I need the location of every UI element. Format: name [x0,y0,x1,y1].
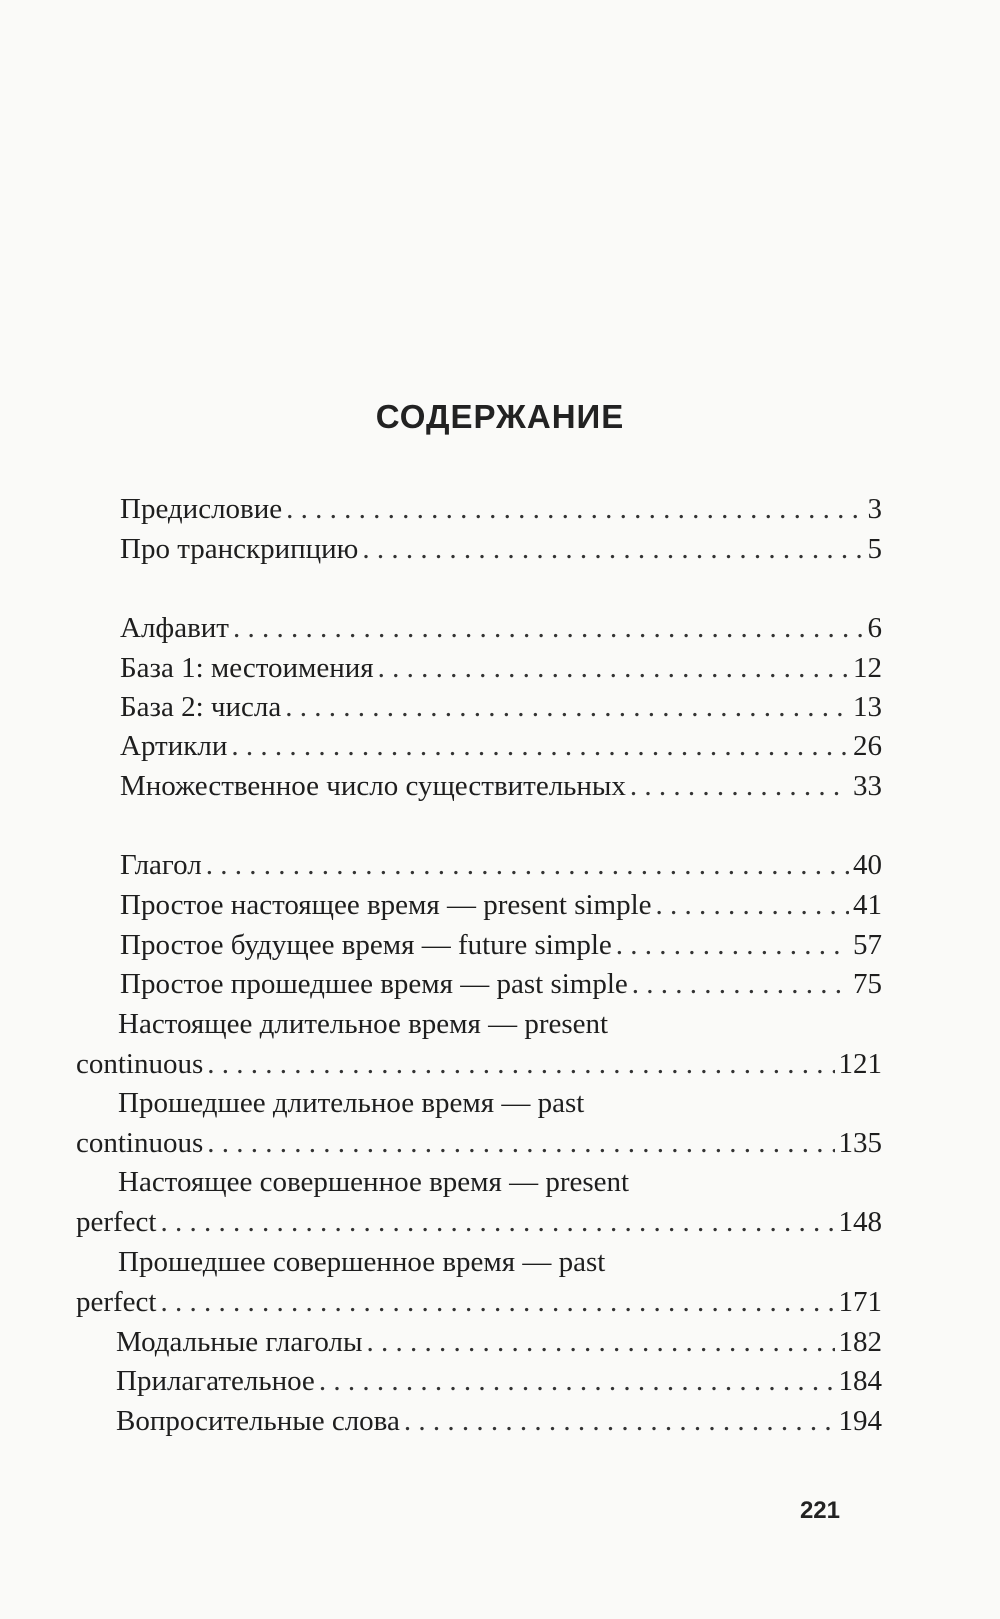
dot-leader [286,488,863,530]
dot-leader [285,686,849,728]
toc-entry-title: Простое прошедшее время — past simple [120,968,628,1000]
toc-entry-present-simple[interactable] [120,884,882,926]
toc-entry-question-words[interactable] [116,1400,882,1442]
toc-entry-title: Прошедшее совершенное время — past [118,1246,606,1278]
toc-entry-present-continuous[interactable] [76,1004,882,1084]
toc-entry-page: 33 [853,770,882,802]
dot-leader [207,1123,834,1163]
toc-entry-plural[interactable] [120,765,882,807]
dot-leader [616,924,849,966]
toc-entry-title: Прошедшее длительное время — past [118,1087,585,1119]
dot-leader [630,765,849,807]
toc-entry-page: 75 [853,968,882,1000]
toc-heading: СОДЕРЖАНИЕ [375,398,625,435]
toc-entry-title: Алфавит [120,612,229,644]
dot-leader [319,1360,835,1402]
dot-leader [233,607,864,649]
dot-leader [366,1321,834,1363]
toc-entry-past-simple[interactable] [120,963,882,1005]
toc-entry-title: Модальные глаголы [116,1326,363,1358]
toc-entry-title: Настоящее длительное время — present [118,1008,609,1040]
toc-entry-future-simple[interactable] [120,924,882,966]
toc-entry-title: Про транскрипцию [120,533,359,565]
toc-entry-page: 121 [838,1048,882,1080]
dot-leader [231,725,849,767]
toc-entry-page: 12 [853,652,882,684]
dot-leader [362,528,863,570]
toc-entry-title: Глагол [120,849,202,881]
toc-entry-page: 5 [867,533,882,565]
toc-entry-verb[interactable] [120,844,882,886]
toc-entry-page: 41 [853,889,882,921]
toc-entry-alphabet[interactable] [120,607,882,649]
toc-entry-page: 57 [853,929,882,961]
toc-entry-page: 182 [838,1326,882,1358]
toc-entry-page: 26 [853,730,882,762]
toc-entry-title: Прилагательное [116,1365,315,1397]
dot-leader [206,844,849,886]
toc-entry-page: 13 [853,691,882,723]
toc-entry-title: Артикли [120,730,228,762]
toc-entry-preface[interactable] [120,488,882,530]
toc-entry-page: 194 [838,1405,882,1437]
toc-entry-title: База 2: числа [120,691,282,723]
toc-entry-page: 148 [838,1206,882,1238]
dot-leader [378,647,849,689]
toc-entry-modal-verbs[interactable] [116,1321,882,1363]
toc-entry-page: 6 [867,612,882,644]
toc-entry-title: Простое настоящее время — present simple [120,889,652,921]
toc-entry-base1[interactable] [120,647,882,689]
toc-entry-title: Простое будущее время — future simple [120,929,612,961]
toc-entry-title-cont: continuous [76,1048,204,1080]
dot-leader [404,1400,835,1442]
toc-entry-title-cont: continuous [76,1127,204,1159]
toc-entry-page: 40 [853,849,882,881]
toc-entry-present-perfect[interactable] [76,1162,882,1242]
dot-leader [632,963,849,1005]
toc-entry-page: 184 [838,1365,882,1397]
toc-entry-title: Вопросительные слова [116,1405,400,1437]
toc-entry-title-cont: perfect [76,1206,157,1238]
toc-entry-title: Настоящее совершенное время — present [118,1166,630,1198]
toc-entry-adjective[interactable] [116,1360,882,1402]
page-number: 221 [799,1497,840,1524]
toc-entry-title: Предисловие [120,493,283,525]
toc-entry-past-continuous[interactable] [76,1083,882,1163]
toc-entry-page: 171 [838,1286,882,1318]
toc-entry-articles[interactable] [120,725,882,767]
toc-entry-past-perfect[interactable] [76,1242,882,1322]
toc-entry-base2[interactable] [120,686,882,728]
toc-entry-page: 3 [867,493,882,525]
toc-entry-title-cont: perfect [76,1286,157,1318]
toc-entry-title: База 1: местоимения [120,652,374,684]
toc-entry-page: 135 [838,1127,882,1159]
dot-leader [656,884,849,926]
dot-leader [207,1044,834,1084]
dot-leader [161,1282,835,1322]
dot-leader [161,1202,835,1242]
toc-entry-title: Множественное число существительных [120,770,626,802]
toc-entry-transcription[interactable] [120,528,882,570]
